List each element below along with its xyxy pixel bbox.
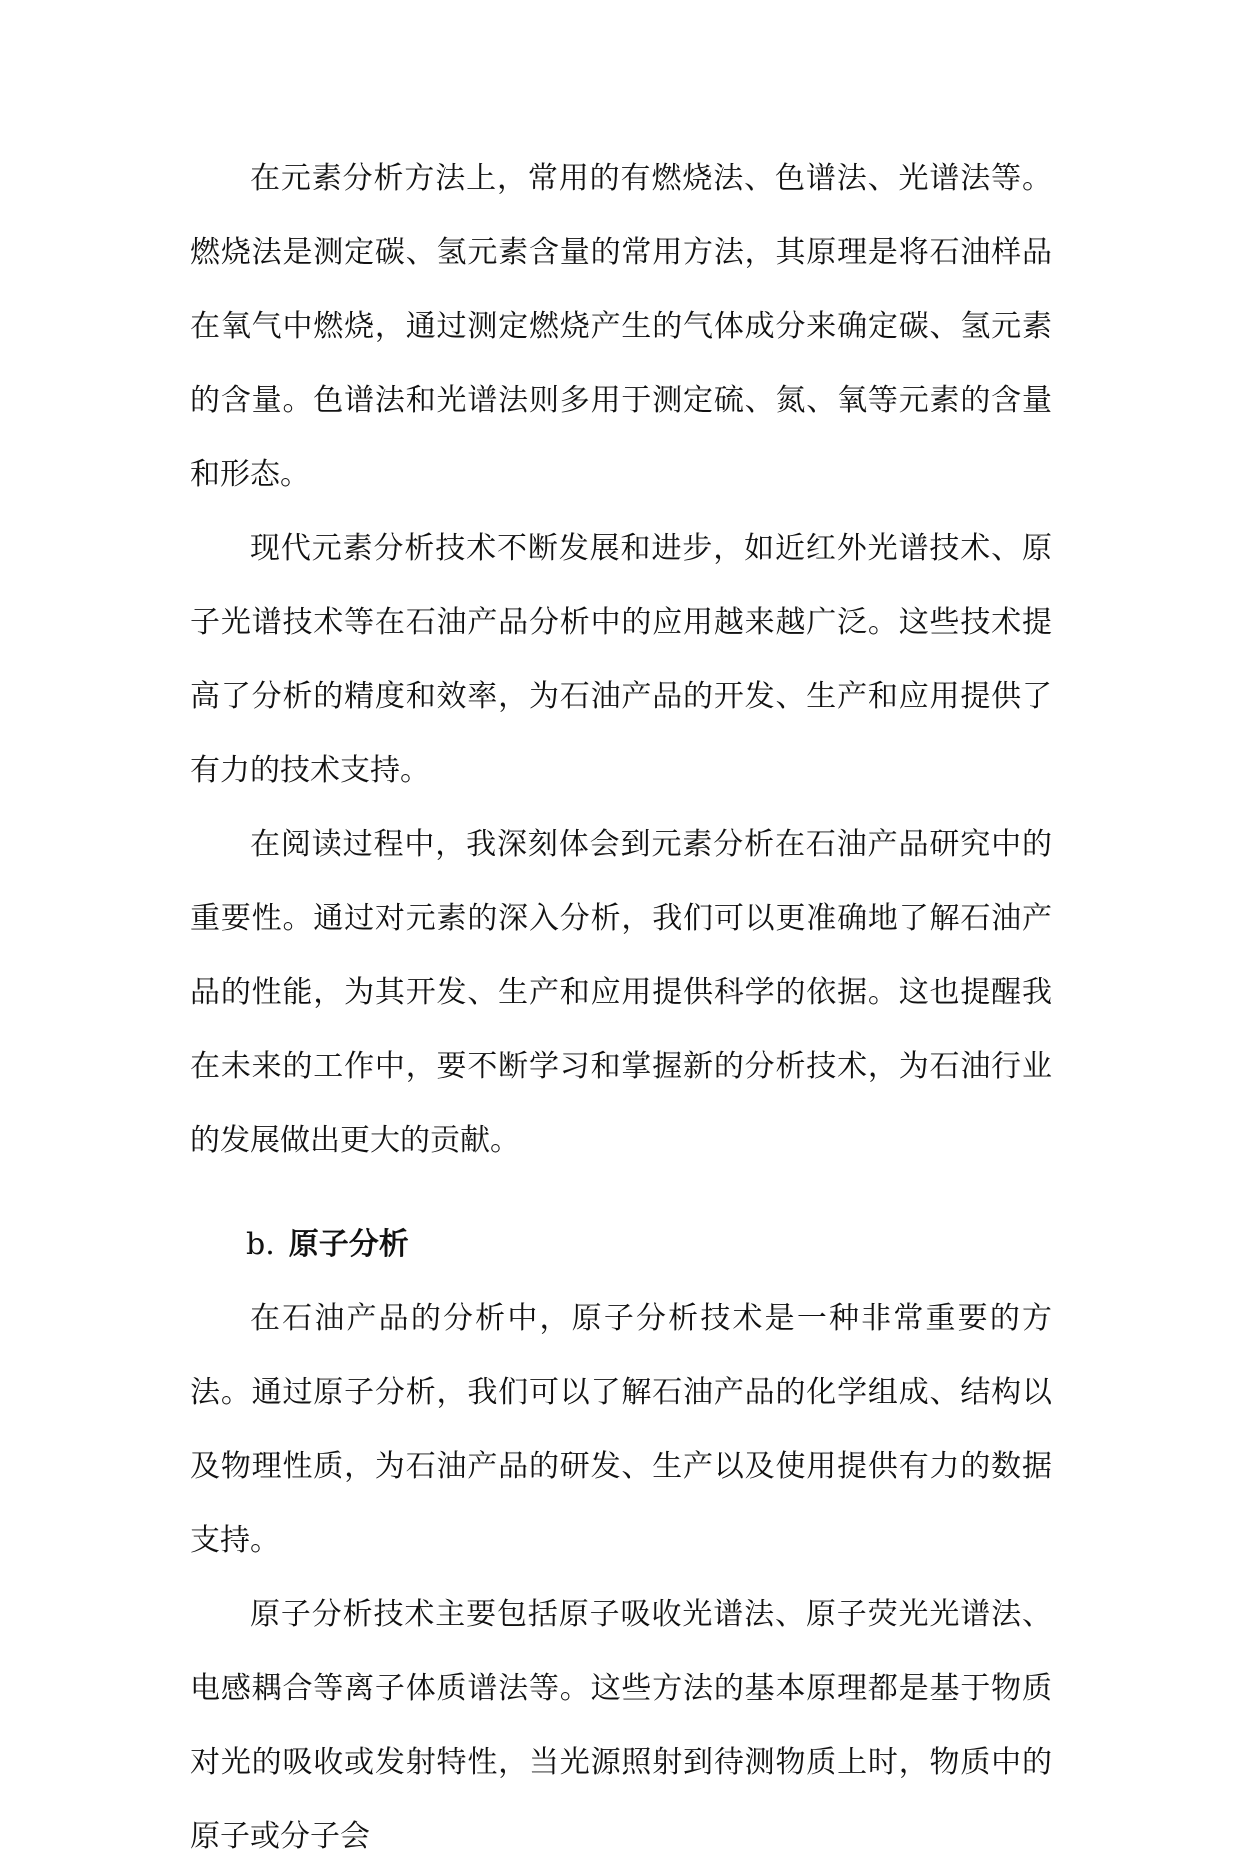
- paragraph-atomic-analysis-methods: 原子分析技术主要包括原子吸收光谱法、原子荧光光谱法、电感耦合等离子体质谱法等。这些方法的基本原理都是基于物质对光的吸收或发射特性，当光源照射到待测物质上时，物质中的原子或分子会: [190, 1597, 1052, 1854]
- paragraph-modern-techniques: 现代元素分析技术不断发展和进步，如近红外光谱技术、原子光谱技术等在石油产品分析中的应用越来越广泛。这些技术提高了分析的精度和效率，为石油产品的开发、生产和应用提供了有力的技术支持。: [190, 531, 1052, 788]
- section-heading: [190, 1208, 1052, 1282]
- paragraph-atomic-analysis-intro: 在石油产品的分析中，原子分析技术是一种非常重要的方法。通过原子分析，我们可以了解石油产品的化学组成、结构以及物理性质，为石油产品的研发、生产以及使用提供有力的数据支持。: [190, 1301, 1052, 1558]
- paragraph-element-analysis-methods: 在元素分析方法上，常用的有燃烧法、色谱法、光谱法等。燃烧法是测定碳、氢元素含量的常用方法，其原理是将石油样品在氧气中燃烧，通过测定燃烧产生的气体成分来确定碳、氢元素的含量。色谱法和光谱法则多用于测定硫、氮、氧等元素的含量和形态。: [190, 161, 1052, 492]
- section-number: b.: [246, 1227, 275, 1262]
- paragraph-reading-reflection: 在阅读过程中，我深刻体会到元素分析在石油产品研究中的重要性。通过对元素的深入分析，我们可以更准确地了解石油产品的性能，为其开发、生产和应用提供科学的依据。这也提醒我在未来的工作中，要不断学习和掌握新的分析技术，为石油行业的发展做出更大的贡献。: [190, 827, 1052, 1158]
- document-body: [190, 142, 1052, 1874]
- section-title: 原子分析: [288, 1227, 409, 1262]
